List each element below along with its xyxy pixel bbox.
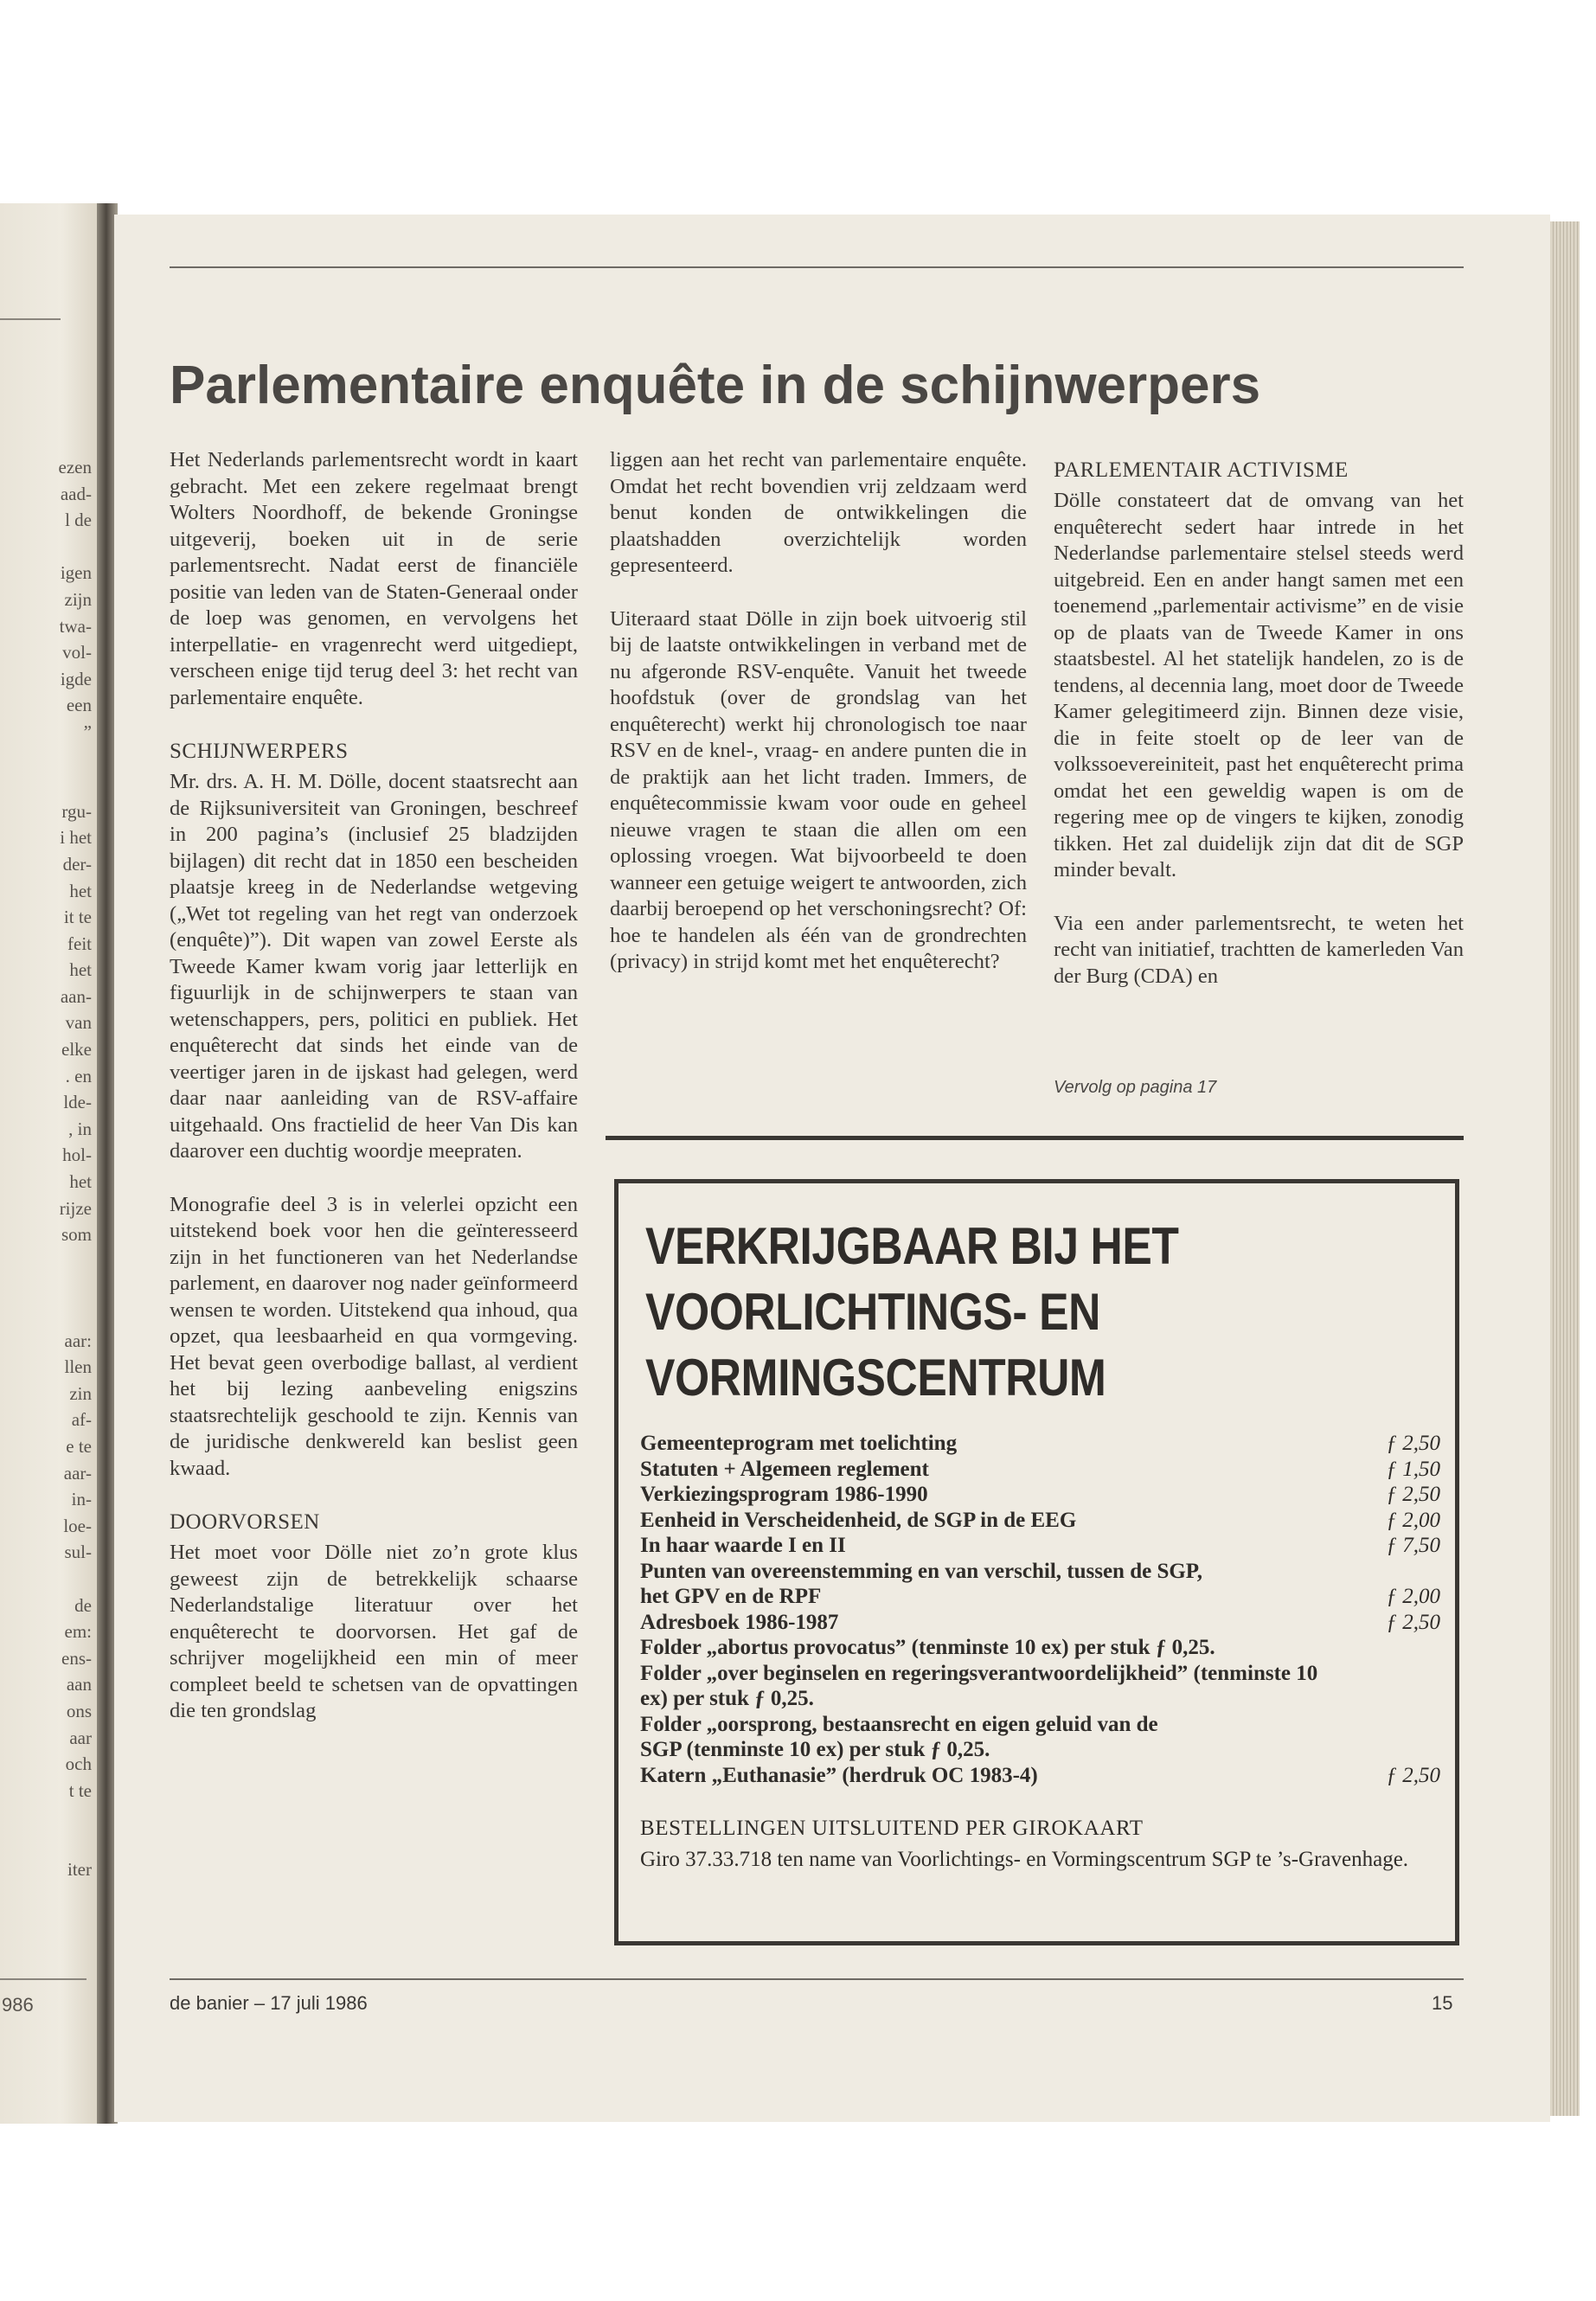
left-page-fragment: hol- [62,1144,92,1166]
price-list-item [640,1763,1440,1789]
price-list-item [640,1610,1440,1636]
left-page-fragment: t te [68,1779,92,1801]
paragraph: Het Nederlands parlementsrecht wordt in kaart gebracht. Met een zekere regelmaat brengt Wolters Noordhoff, de bekende Groningse uitgeverij, boeken uit in de serie parlementsrecht. Nadat eerst de financiële positie van leden van de Staten-Generaal onder de loep was genomen, en vervolgens het interpellatie- en vragenrecht werd uitgediept, verscheen enige tijd terug deel 3: het recht van parlementaire enquête. [170,448,578,709]
left-page-fragment: i het [60,827,92,849]
item-name: Statuten + Algemeen reglement [640,1457,929,1481]
advertisement-rule [606,1136,1464,1140]
left-page-footer-rule [0,1978,87,1980]
item-name: Folder „over beginselen en regeringsverantwoordelijkheid” (tenminste 10 [640,1661,1318,1685]
item-price: ƒ 2,00 [1386,1585,1440,1608]
left-page-fragment: zijn [64,588,92,610]
price-list-item [640,1584,1440,1610]
left-page-fragment: som [61,1224,92,1246]
item-price [1423,1737,1440,1763]
article-column-1 [170,447,578,1725]
paragraph: Het moet voor Dölle niet zo’n grote klus geweest zijn de betrekkelijk schaarse Nederlandstalige literatuur over het enquêterecht te doorvorsen. Het gaf de schrijver mogelijkheid een min of meer compleet beeld te schetsen van de opvattingen die ten grondslag [170,1541,578,1722]
left-page-fragment: rijze [59,1197,92,1219]
left-page-fragment: aar: [64,1330,92,1351]
left-page-fragment [0,772,97,798]
left-page-fragment [0,1804,97,1830]
left-page-fragment [0,534,97,561]
page-number: 15 [1432,1992,1453,2014]
left-page-fragment: het [69,1171,92,1193]
price-list-item [640,1508,1440,1534]
left-page-fragment: iter [67,1859,92,1881]
price-list-item [640,1712,1440,1738]
item-name: Katern „Euthanasie” (herdruk OC 1983-4) [640,1763,1038,1787]
left-page-fragment: . en [65,1065,92,1086]
order-instructions: Giro 37.33.718 ten name van Voorlichtings- en Vormingscentrum SGP te ’s-Gravenhage. [640,1848,1409,1871]
item-price: ƒ 2,00 [1386,1508,1440,1532]
paragraph: Dölle constateert dat de omvang van het enquêterecht sedert haar intrede in het Nederlandse parlementaire stelsel steeds werd uitgebreid. Een en ander hangt samen met een toenemend „parlementair activisme” en de visie op de plaats van de Tweede Kamer in ons staatsbestel. Al het statelijk handelen, zo is de tendens, al decennia lang, moet door de Tweede Kamer gelegitimeerd zijn. Binnen deze visie, die in feite stoelt op de leer van de volkssoevereiniteit, past het enquêterecht prima omdat het een geweldig wapen is om de regering mee op de vingers te kijken, zonodig tikken. Het zal duidelijk zijn dat dit de SGP minder bevalt. [1054,489,1464,881]
item-name: Eenheid in Verscheidenheid, de SGP in de EEG [640,1508,1077,1532]
left-page-fragment: igen [60,562,92,584]
header-rule [170,266,1464,268]
price-list-item [640,1457,1440,1483]
left-page-fragment: twa- [59,615,92,637]
item-price [1423,1686,1440,1712]
item-name: ex) per stuk ƒ 0,25. [640,1687,814,1710]
left-page-fragment: ons [66,1700,92,1721]
left-page-fragment: rgu- [61,800,92,822]
item-name: Folder „abortus provocatus” (tenminste 10 ex) per stuk ƒ 0,25. [640,1636,1215,1659]
item-price [1423,1661,1440,1687]
advertisement-headline [645,1214,1424,1411]
item-price [1423,1712,1440,1738]
price-list-item [640,1482,1440,1508]
price-list [640,1431,1440,1788]
section-heading: DOORVORSEN [170,1510,320,1534]
left-page-fragment [0,1274,97,1301]
left-page-fragment [0,1248,97,1275]
footer-rule [170,1978,1464,1980]
price-list-item [640,1533,1440,1559]
item-name: Folder „oorsprong, bestaansrecht en eigen geluid van de [640,1712,1158,1736]
price-list-item [640,1635,1440,1661]
item-name: Verkiezingsprogram 1986-1990 [640,1483,928,1506]
left-page-fragment: l de [65,510,92,531]
continued-note: Vervolg op pagina 17 [1054,1078,1217,1097]
headline-line-1: VERKRIJGBAAR BIJ HET [645,1217,1179,1275]
headline-line-3: VORMINGSCENTRUM [645,1349,1106,1407]
left-page-fragment: igde [60,668,92,689]
item-price: ƒ 1,50 [1386,1457,1440,1481]
left-page-fragment: em: [64,1621,92,1643]
left-page-fragment: ens- [61,1647,92,1669]
item-name: In haar waarde I en II [640,1534,846,1557]
left-page-fragment: de [74,1594,92,1616]
left-page-fragment: it te [63,907,92,928]
item-name: Adresboek 1986-1987 [640,1610,839,1634]
footer-publication: de banier – 17 juli 1986 [170,1992,368,2014]
headline-line-2: VOORLICHTINGS- EN [645,1283,1100,1341]
item-price: ƒ 2,50 [1386,1432,1440,1455]
item-name: SGP (tenminste 10 ex) per stuk ƒ 0,25. [640,1738,990,1761]
price-list-item [640,1559,1440,1585]
left-page-fragment: aan [66,1674,92,1695]
price-list-item [640,1661,1440,1687]
left-page-fragment: der- [62,853,92,875]
item-name: het GPV en de RPF [640,1585,822,1608]
page-edges [1550,221,1580,2116]
paragraph: Via een ander parlementsrecht, te weten het recht van initiatief, trachtten de kamerleden Van der Burg (CDA) en [1054,911,1464,988]
left-page-rule [0,318,61,320]
item-name: Gemeenteprogram met toelichting [640,1432,958,1455]
left-page-footer-year: 986 [2,1994,34,2016]
left-page-fragment: het [69,880,92,901]
left-page-fragment: aad- [60,483,92,504]
item-price: ƒ 2,50 [1386,1610,1440,1634]
article-title: Parlementaire enquête in de schijnwerpers [170,356,1261,415]
left-page-fragment: in- [71,1489,92,1510]
left-page-fragment: aar [69,1727,92,1748]
left-page-fragment: aan- [60,985,92,1007]
article-column-3 [1054,457,1464,990]
paragraph: Monografie deel 3 is in velerlei opzicht een uitstekend boek voor hen die geïnteresseerd zijn in het functioneren van het Nederlandse parlement, en daarover nog nader geïnformeerd wensen te worden. Uitstekend qua inhoud, qua opzet, qua leesbaarheid en qua vormgeving. Het bevat geen overbodige ballast, al verdient het bij lezing aanbeveling enigszins staatsrechtelijk geschoold te zijn. Kennis van de juridische denkwereld kan beslist geen kwaad. [170,1192,578,1480]
price-list-item [640,1431,1440,1457]
price-list-item [640,1737,1440,1763]
paragraph: liggen aan het recht van parlementaire enquête. Omdat het recht bovendien vrij zeldzaam werd benut konden de ontwikkelingen die plaatshadden overzichtelijk worden gepresenteerd. [610,448,1027,577]
left-page-fragment: lde- [63,1092,92,1113]
left-page-fragment: af- [71,1409,92,1431]
left-page-fragment: , in [68,1118,92,1139]
left-page-fragment: loe- [63,1515,92,1536]
paragraph: Uiteraard staat Dölle in zijn boek uitvoerig stil bij de laatste ontwikkelingen in verband met de nu afgeronde RSV-enquête. Vanuit het tweede hoofdstuk (over de grondslag van het enquêterecht) werkt hij chronologisch toe naar RSV en de knel-, vraag- en andere punten die in de praktijk aan het licht traden. Immers, de enquêtecommissie kwam voor oude en geheel nieuwe vragen te staan die allen om een oplossing vroegen. Wat bijvoorbeeld te doen wanneer een getuige weigert te antwoorden, zich daarbij beroepend op het verschoningsrecht? Of: hoe te handelen als één van de grondrechten (privacy) in strijd komt met het enquêterecht? [610,606,1027,973]
left-page-fragment: zin [69,1382,92,1404]
article-column-2 [610,447,1027,976]
left-page-fragment [0,746,97,772]
item-price: ƒ 7,50 [1386,1534,1440,1557]
left-page-fragment: een [66,695,92,716]
left-page-fragment [0,1830,97,1857]
item-price: ƒ 2,50 [1386,1763,1440,1787]
section-heading: SCHIJNWERPERS [170,740,349,763]
left-page-fragment: sul- [64,1541,92,1563]
left-page-fragment: feit [67,933,92,954]
left-page-fragment: e te [66,1435,92,1457]
section-heading: PARLEMENTAIR ACTIVISME [1054,458,1349,482]
item-price: ƒ 2,50 [1386,1483,1440,1506]
left-page-fragment: elke [61,1039,92,1061]
paragraph: Mr. drs. A. H. M. Dölle, docent staatsrecht aan de Rijksuniversiteit van Groningen, beschreef in 200 pagina’s (inclusief 25 bladzijden bijlagen) dit recht dat in 1850 een bescheiden plaatsje kreeg in de Nederlandse wetgeving („Wet tot regeling van het regt van onderzoek (enquête)”). Dit wapen van zowel Eerste als Tweede Kamer kwam vorig jaar letterlijk en figuurlijk in de schijnwerpers te staan van wetenschappers, pers, politici en publiek. Het enquêterecht dat sinds het einde van de veertiger jaren in de ijskast had gelegen, werd daar naar aanleiding van de RSV-affaire uitgehaald. Ons fractielid de heer Van Dis kan daarover een duchtig woordje meepraten. [170,770,578,1163]
item-price [1423,1559,1440,1585]
left-page-fragment: och [65,1753,92,1775]
left-page-fragment [0,1301,97,1328]
left-page-text-fragments [0,454,97,1883]
left-page-fragment [0,1566,97,1593]
left-page-fragment: aar- [63,1462,92,1484]
left-page-fragment: het [69,959,92,981]
left-page-fragment: llen [64,1356,92,1378]
left-page-fragment: van [65,1012,92,1034]
item-price [1423,1635,1440,1661]
left-page-fragment: vol- [62,642,92,663]
item-name: Punten van overeenstemming en van verschil, tussen de SGP, [640,1559,1203,1583]
order-heading: BESTELLINGEN UITSLUITEND PER GIROKAART [640,1817,1144,1840]
left-page-fragment: ezen [58,457,92,478]
left-page-fragment: ” [83,721,92,742]
price-list-item [640,1686,1440,1712]
